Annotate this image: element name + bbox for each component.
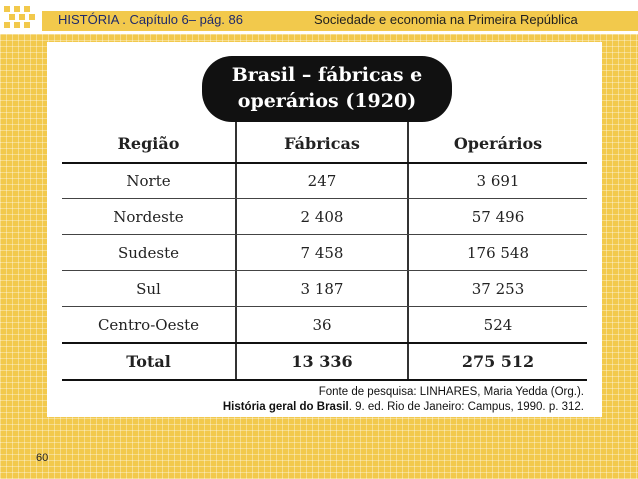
column-header-operarios: Operários — [453, 134, 543, 153]
column-header-fabricas: Fábricas — [284, 134, 360, 153]
table-cell-workers: 3 691 — [476, 172, 520, 190]
figure-title-line2: operários (1920) — [237, 90, 417, 112]
source-book-title: História geral do Brasil — [222, 401, 349, 413]
bottom-rule — [62, 379, 587, 381]
table-cell-region: Sudeste — [117, 244, 180, 262]
table-cell-workers: 37 253 — [471, 280, 525, 298]
data-table — [62, 122, 587, 382]
table-cell-workers: 524 — [483, 316, 513, 334]
row-rule — [62, 306, 587, 307]
table-cell-region: Sul — [136, 280, 161, 298]
slide-number: 60 — [36, 452, 49, 464]
column-header-regiao: Região — [117, 134, 180, 153]
row-rule — [62, 234, 587, 235]
table-cell-workers: 57 496 — [471, 208, 525, 226]
total-label: Total — [126, 352, 171, 371]
table-cell-region: Nordeste — [113, 208, 184, 226]
source-line-2 — [223, 401, 584, 413]
row-rule — [62, 198, 587, 199]
table-cell-region: Centro-Oeste — [97, 316, 200, 334]
slide-header — [0, 0, 638, 34]
total-rule — [62, 342, 587, 344]
total-workers: 275 512 — [461, 352, 535, 371]
table-cell-workers: 176 548 — [466, 244, 530, 262]
source-line-1: Fonte de pesquisa: LINHARES, Maria Yedda (Org.). — [318, 386, 584, 398]
table-cell-factories: 2 408 — [300, 208, 344, 226]
table-cell-factories: 247 — [307, 172, 337, 190]
total-factories: 13 336 — [291, 352, 353, 371]
table-cell-factories: 36 — [312, 316, 332, 334]
table-cell-region: Norte — [126, 172, 171, 190]
chapter-label: HISTÓRIA . Capítulo 6– pág. 86 — [58, 12, 243, 27]
row-rule — [62, 270, 587, 271]
section-title: Sociedade e economia na Primeira República — [314, 12, 578, 27]
table-cell-factories: 3 187 — [300, 280, 344, 298]
figure-title-line1: Brasil – fábricas e — [231, 64, 423, 86]
table-cell-factories: 7 458 — [300, 244, 344, 262]
source-publication-details: . 9. ed. Rio de Janeiro: Campus, 1990. p. 312. — [348, 401, 584, 413]
figure-title-badge — [202, 56, 452, 122]
header-rule — [62, 162, 587, 164]
